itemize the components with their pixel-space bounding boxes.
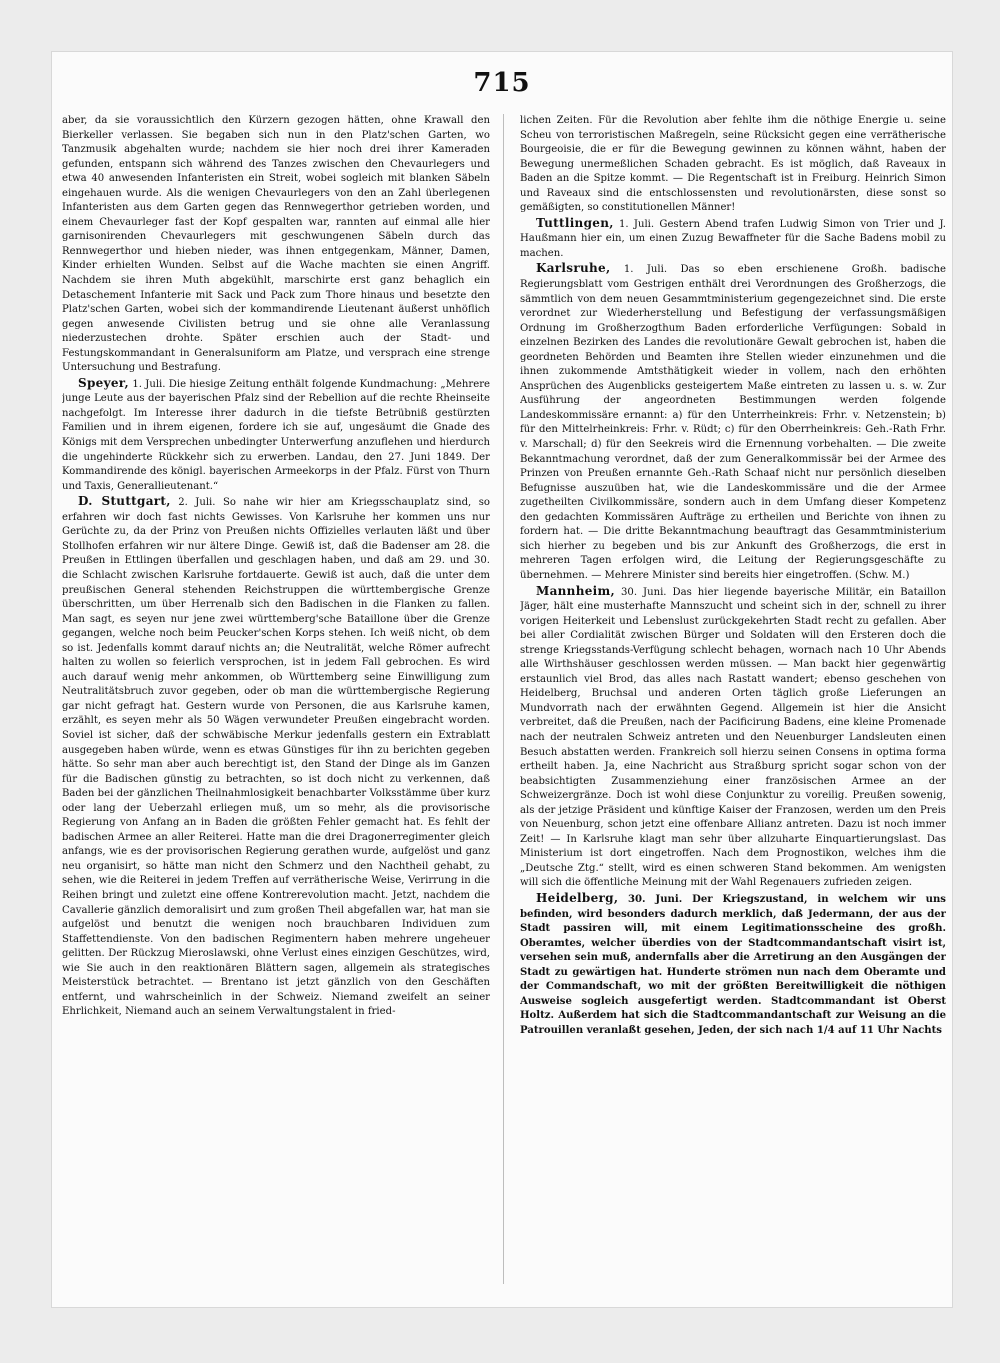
article-tuttlingen: [520, 216, 946, 262]
article-text: lichen Zeiten. Für die Revolution aber fehlte ihm die nöthige Energie u. seine Scheu von terroristischen Maßregeln, seine Rücksicht gegen eine verrätherische Bourgeoisie, die er für die Bewegung gewinnen zu können wähnt, haben der Bewegung unermeßlichen Schaden gebracht. Es ist möglich, daß Raveaux in Baden an die Spitze kommt. — Die Regentschaft ist in Freiburg. Heinrich Simon und Raveaux sind die entschlossensten und revolutionärsten, diese sonst so gemäßigten, so constitutionellen Männer!: [520, 115, 946, 214]
newspaper-page: [52, 52, 952, 1307]
article-text: 30. Juni. Das hier liegende bayerische Militär, ein Bataillon Jäger, hält eine musterhafte Mannszucht und scheint sich in der, schnell zu ihrer vorigen Heiterkeit und Lebenslust zurückgekehrten Stadt recht zu gefallen. Aber bei aller Cordialität zwischen Bürger und Soldaten will den Ersteren doch die strenge Kriegsstands-Verfügung schlecht behagen, wornach nach 10 Uhr Abends alle Wirthshäuser geschlossen werden müssen. — Man backt hier gegenwärtig erstaunlich viel Brod, das alles nach Rastatt wandert; ebenso geschehen von Heidelberg, Bruchsal und anderen Orten täglich große Lieferungen an Mundvorrath nach der erwähnten Gegend. Allgemein ist hier die Ansicht verbreitet, daß die Preußen, nach der Pacificirung Badens, eine kleine Promenade nach der neutralen Schweiz antreten und den Neuenburger Landsleuten einen Besuch abstatten werden. Frankreich soll hierzu seinen Consens in optima forma ertheilt haben. Ja, eine Nachricht aus Straßburg spricht sogar schon von der beabsichtigten Zusammenziehung einer französischen Armee an der Schweizergränze. Doch ist wohl diese Conjunktur zu voreilig. Preußen sowenig, als der jetzige Präsident und künftige Kaiser der Franzosen, werden um den Preis von Neuenburg, schon jetzt eine offenbare Allianz antreten. Dazu ist noch immer Zeit! — In Karlsruhe klagt man sehr über allzuharte Einquartierungslast. Das Ministerium ist dort eingetroffen. Nach dem Prognostikon, welches ihm die „Deutsche Ztg.“ stellt, wird es einen schweren Stand bekommen. Am wenigsten will sich die öffentliche Meinung mit der Wahl Regenauers zufrieden zeigen.: [520, 586, 946, 889]
dateline-tuttlingen: Tuttlingen,: [536, 215, 614, 230]
article-text: 1. Juli. Die hiesige Zeitung enthält folgende Kundmachung: „Mehrere junge Leute aus der bayerischen Pfalz sind der Rebellion auf die rechte Rheinseite nachgefolgt. Im Interesse ihrer dadurch in die tiefste Betrübniß gestürzten Familien und in ihrem eigenen, fordere ich sie auf, ungesäumt die Gnade des Königs mit dem Versprechen unbedingter Unterwerfung anzuflehen und hierdurch die ungehinderte Rückkehr sich zu erwerben. Landau, den 27. Juni 1849. Der Kommandirende des königl. bayerischen Armeekorps in der Pfalz. Fürst von Thurn und Taxis, Generallieutenant.“: [62, 378, 490, 492]
column-divider: [503, 114, 504, 1284]
dateline-karlsruhe: Karlsruhe,: [536, 261, 611, 276]
article-text: 30. Juni. Der Kriegszustand, in welchem wir uns befinden, wird besonders dadurch merklich, daß Jedermann, der aus der Stadt passiren will, mit einem Legitimationsscheine des großh. Oberamtes, welcher überdies von der Stadtcommandantschaft visirt ist, versehen sein muß, andernfalls aber die Arretirung an den Ausgängen der Stadt zu gewärtigen hat. Hunderte strömen nun nach dem Oberamte und der Commandschaft, wo mit der größten Bereitwilligkeit die nöthigen Ausweise sogleich ausgefertigt werden. Stadtcommandant ist Oberst Holtz. Außerdem hat sich die Stadtcommandantschaft zur Weisung an die Patrouillen veranlaßt gesehen, Jeden, der sich nach 1/4 auf 11 Uhr Nachts: [520, 893, 946, 1036]
page-number: 715: [473, 68, 531, 98]
article-mannheim: [520, 584, 946, 891]
left-column: [62, 114, 490, 1284]
article-karlsruhe: [520, 261, 946, 583]
dateline-speyer: Speyer,: [78, 375, 130, 390]
article-text: 2. Juli. So nahe wir hier am Kriegsschauplatz sind, so erfahren wir doch fast nichts Gewisses. Von Karlsruhe her kommen uns nur Gerüchte zu, da der Prinz von Preußen nichts Offizielles verlauten läßt und über Stollhofen erfahren wir nur ältere Dinge. Gewiß ist, daß die Badenser am 28. die Preußen in Ettlingen überfallen und geschlagen haben, und daß am 29. und 30. die Schlacht zwischen Karlsruhe fortdauerte. Gewiß ist auch, daß die unter dem preußischen General stehenden Reichstruppen die württembergische Grenze überschritten, um über Herrenalb sich den Badischen in die Flanken zu fallen. Man sagt, es seyen nur jene zwei württemberg'sche Bataillone über die Grenze gegangen, welche noch beim Peucker'schen Korps stehen. Ich weiß nicht, ob dem so ist. Jedenfalls kommt darauf nichts an; die Neutralität, welche Römer aufrecht halten zu wollen so feierlich versprochen, ist in jedem Fall gebrochen. Es wird auch darauf wenig mehr ankommen, ob Württemberg seine Einwilligung zum Neutralitätsbruch zuvor gegeben, oder ob man die württembergische Regierung gar nicht gefragt hat. Gestern wurde von Personen, die aus Karlsruhe kamen, erzählt, es seyen mehr als 50 Wägen verwundeter Preußen eingebracht worden. Soviel ist sicher, daß der schwäbische Merkur jedenfalls gestern ein Extrablatt ausgegeben haben würde, wenn es etwas Günstiges für ihn zu berichten gegeben hätte. So sehr man aber auch berechtigt ist, den Stand der Dinge als im Ganzen für die Badischen günstig zu betrachten, so ist doch nicht zu verkennen, daß Baden bei der gänzlichen Theilnahmlosigkeit benachbarter Volksstämme über kurz oder lang der Ueberzahl erliegen muß, um so mehr, als die provisorische Regierung von Anfang an in Baden die größten Fehler gemacht hat. Es fehlt der badischen Armee an aller Reiterei. Hatte man die drei Dragonerregimenter gleich anfangs, wie es der provisorischen Regierung gerathen wurde, aufgelöst und ganz neu organisirt, so hätte man nicht den Schmerz und den Nachtheil gehabt, zu sehen, wie die Reiterei in jedem Treffen auf verrätherische Weise, Verirrung in die Reihen bringt und zuletzt eine offene Kontrerevolution macht. Jetzt, nachdem die Cavallerie gänzlich demoralisirt und zum großen Theil abgefallen war, hat man sie aufgelöst und benutzt die wenigen noch brauchbaren Individuen zum Staffettendienste. Von den badischen Regimentern haben mehrere ungeheuer gelitten. Der Rückzug Mieroslawski, ohne Verlust eines einzigen Geschützes, wird, wie Sie auch in den reaktionären Blättern sagen, allgemein als strategisches Meisterstück betrachtet. — Brentano ist jetzt gänzlich von den Geschäften entfernt, und wahrscheinlich in der Schweiz. Niemand zweifelt an seiner Ehrlichkeit, Niemand auch an seinem Verwaltungstalent in fried-: [62, 497, 490, 1018]
dateline-stuttgart: D. Stuttgart,: [78, 494, 171, 509]
article-text: 1. Juli. Gestern Abend trafen Ludwig Simon von Trier und J. Haußmann hier ein, um einen Zuzug Bewaffneter für die Sache Badens mobil zu machen.: [520, 218, 946, 259]
article-speyer: [62, 376, 490, 494]
dateline-heidelberg: Heidelberg,: [536, 890, 619, 905]
dateline-mannheim: Mannheim,: [536, 583, 616, 598]
article-heidelberg: [520, 891, 946, 1038]
article-text: aber, da sie voraussichtlich den Kürzern gezogen hätten, ohne Krawall den Bierkeller verlassen. Sie begaben sich nun in den Platz'schen Garten, wo Tanzmusik abgehalten wurde; nachdem sie hier noch drei ihrer Kameraden gefunden, entspann sich während des Tanzes zwischen den Chevaurlegers und etwa 40 anwesenden Infanteristen ein Streit, wobei sogleich mit blanken Säbeln eingehauen wurde. Als die wenigen Chevaurlegers von den an Zahl überlegenen Infanteristen aus dem Garten gegen das Rennwegerthor getrieben worden, und einem Chevaurleger fast der Kopf gespalten war, rannten auf einmal alle hier garnisonirenden Chevaurlegers mit geschwungenen Säbeln durch das Rennwegerthor und hieben nieder, was ihnen entgegenkam, Männer, Damen, Kinder erhielten Wunden. Selbst auf die Wache machten sie einen Angriff. Nachdem sie ihren Muth abgekühlt, marschirte erst ganz behaglich ein Detaschement Infanterie mit Sack und Pack zum Thore hinaus und besetzte den Platz'schen Garten, wobei sich der kommandirende Lieutenant äußerst unhöflich gegen anwesende Civilisten betrug und sie ohne alle Veranlassung niederzustechen drohte. Später erschien auch der Stadt- und Festungskommandant in Generalsuniform am Platze, und versprach eine strenge Untersuchung und Bestrafung.: [62, 115, 490, 374]
right-column: [520, 114, 946, 1284]
article-text: 1. Juli. Das so eben erschienene Großh. badische Regierungsblatt vom Gestrigen enthält drei Verordnungen des Großherzogs, die sämmtlich von dem neuen Gesammtministerium gegengezeichnet sind. Die erste verordnet zur Wiederherstellung und Befestigung der verfassungsmäßigen Ordnung im Großherzogthum Baden erforderliche Verfügungen: Sobald in einzelnen Bezirken des Landes die revolutionäre Gewalt gebrochen ist, haben die geordneten Behörden und Beamten ihre Stellen wieder einzunehmen und die ihnen zukommende Amtsthätigkeit wieder in vollem, nach den erhöhten Ansprüchen des Augenblicks gesteigertem Maße eintreten zu lassen u. s. w. Zur Ausführung der angeordneten Bestimmungen werden folgende Landeskommissäre ernannt: a) für den Unterrheinkreis: Frhr. v. Netzenstein; b) für den Mittelrheinkreis: Frhr. v. Rüdt; c) für den Oberrheinkreis: Geh.-Rath Frhr. v. Marschall; d) für den Seekreis wird die Ernennung vorbehalten. — Die zweite Bekanntmachung verordnet, daß der zum Generalkommissär bei der Armee des Prinzen von Preußen ernannte Geh.-Rath Schaaf nicht nur persönlich dieselben Befugnisse auszuüben hat, wie die Landeskommissäre und die der Armee zugetheilten Civilkommissäre, sondern auch in dem Umfang dieser Kompetenz den gedachten Kommissären Aufträge zu ertheilen und Berichte von ihnen zu fordern hat. — Die dritte Bekanntmachung beauftragt das Gesammtministerium sich hierher zu begeben und bis zur Ankunft des Großherzogs, die erst in mehreren Tagen erfolgen wird, die Leitung der Regierungsgeschäfte zu übernehmen. — Mehrere Minister sind bereits hier eingetroffen. (Schw. M.): [520, 264, 946, 581]
article-continuation: [520, 114, 946, 216]
article-continuation: [62, 114, 490, 376]
article-stuttgart: [62, 494, 490, 1020]
